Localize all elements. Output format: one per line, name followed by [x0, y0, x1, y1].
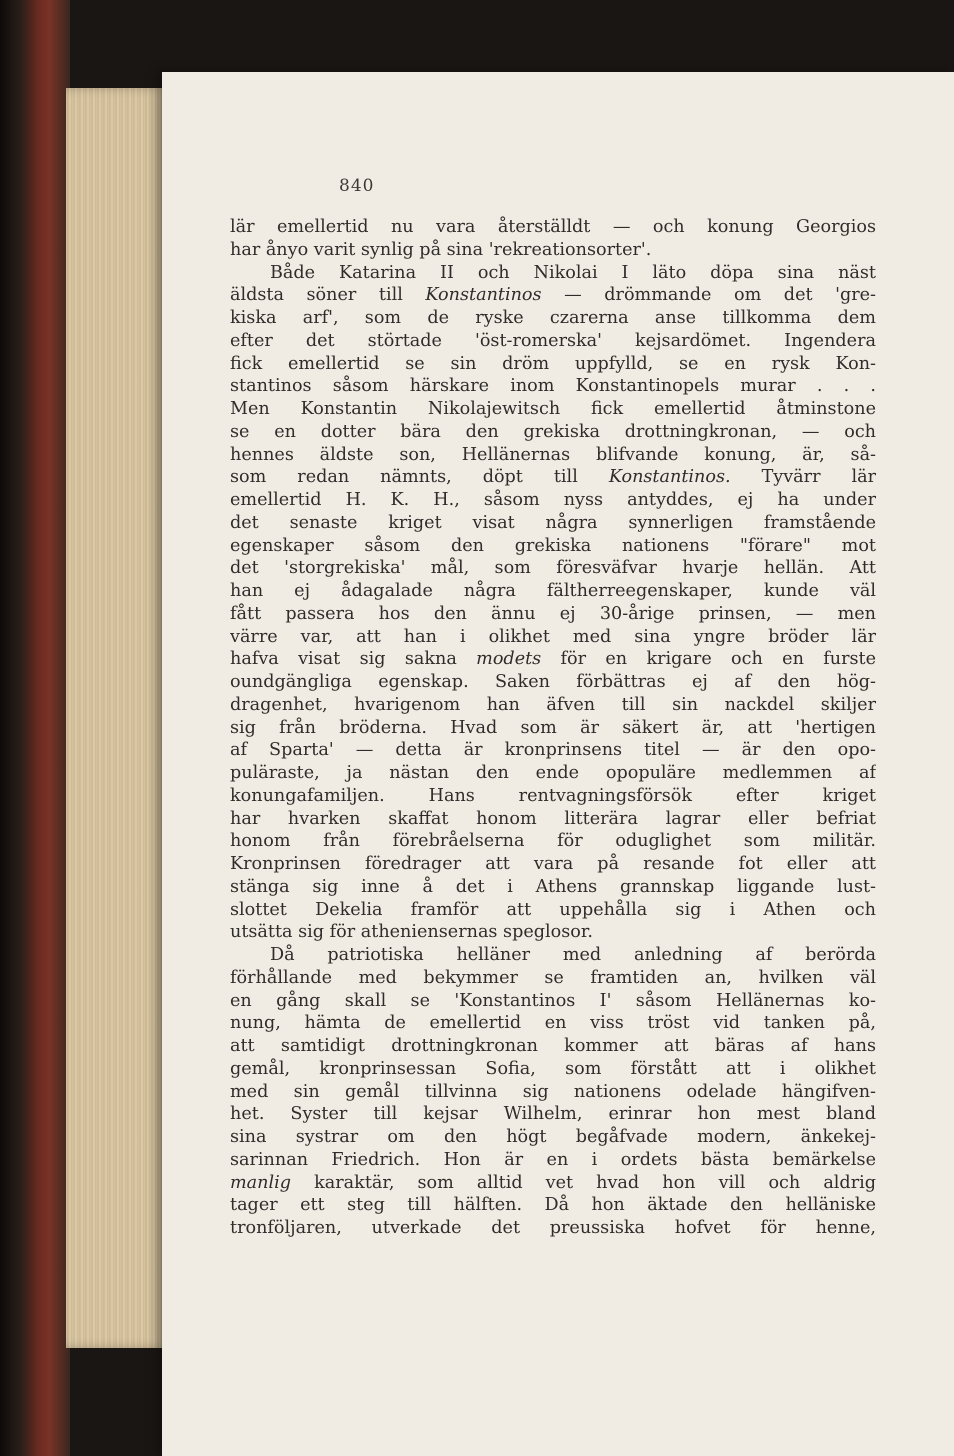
text-line: af Sparta' — detta är kronprinsens titel — är den opo- [230, 740, 876, 761]
text-line: puläraste, ja nästan den ende opopuläre medlemmen af [230, 763, 876, 783]
text-line: stänga sig inne å det i Athens grannskap liggande lust- [230, 876, 876, 897]
text-line [230, 648, 876, 671]
italic-word: Konstantinos [425, 285, 542, 306]
text-line: utsätta sig för atheniensernas speglosor. [230, 922, 593, 943]
text-line: emellertid H. K. H., såsom nyss antyddes, ej ha under [230, 490, 876, 510]
text-line: han ej ådagalade några fältherreegenskaper, kunde väl [230, 581, 876, 601]
text-line: het. Syster till kejsar Wilhelm, erinrar hon mest bland [230, 1104, 876, 1125]
text-line: lär emellertid nu vara återställdt — och konung Georgios [230, 217, 876, 237]
text-line: Men Konstantin Nikolajewitsch fick emellertid åtminstone [230, 399, 876, 419]
text-line: Kronprinsen föredrager att vara på resande fot eller att [230, 854, 876, 874]
text-line: har ånyo varit synlig på sina 'rekreationsorter'. [230, 239, 652, 260]
text-line: Då patriotiska helläner med anledning af berörda [270, 945, 876, 965]
text-line: sarinnan Friedrich. Hon är en i ordets bästa bemärkelse [230, 1149, 876, 1170]
text-line: slottet Dekelia framför att uppehålla sig i Athen och [230, 899, 876, 920]
text-line: oundgängliga egenskap. Saken förbättras ej af den hög- [230, 672, 876, 692]
text-segment: äldsta söner till [230, 285, 426, 306]
text-line: hennes äldste son, Hellänernas blifvande konung, är, så- [230, 444, 876, 465]
text-line: Både Katarina II och Nikolai I läto döpa sina näst [270, 262, 876, 283]
text-line: en gång skall se 'Konstantinos I' såsom Hellänernas ko- [230, 990, 876, 1011]
text-line: sig från bröderna. Hvad som är säkert är, att 'hertigen [230, 717, 876, 738]
text-line [230, 1172, 876, 1195]
text-line: honom från förebråelserna för oduglighet som militär. [230, 831, 876, 852]
text-line: värre var, att han i olikhet med sina yngre bröder lär [230, 626, 876, 647]
italic-word: manlig [230, 1172, 292, 1193]
text-segment: Tyvärr lär [730, 467, 876, 488]
text-line: med sin gemål tillvinna sig nationens odelade hängifven- [230, 1081, 876, 1102]
text-segment: som redan nämnts, döpt till [230, 467, 609, 488]
text-line: dragenhet, hvarigenom han äfven till sin nackdel skiljer [230, 694, 876, 715]
text-line: har hvarken skaffat honom litterära lagrar eller befriat [230, 808, 876, 829]
text-segment: — drömmande om det 'gre- [541, 285, 876, 306]
page-number: 840 [339, 176, 375, 196]
page-edges [66, 88, 166, 1348]
text-line: nung, hämta de emellertid en viss tröst vid tanken på, [230, 1013, 876, 1034]
text-line: se en dotter bära den grekiska drottningkronan, — och [230, 421, 876, 442]
text-segment: karaktär, som alltid vet hvad hon vill och aldrig [291, 1172, 876, 1193]
text-line: efter det störtade 'öst-romerska' kejsardömet. Ingendera [230, 330, 876, 351]
text-line: att samtidigt drottningkronan kommer att bäras af hans [230, 1036, 876, 1056]
text-line: kiska arf', som de ryske czarerna anse tillkomma dem [230, 308, 876, 328]
text-line: fick emellertid se sin dröm uppfylld, se en rysk Kon- [230, 353, 876, 374]
text-line: gemål, kronprinsessan Sofia, som förstått att i olikhet [230, 1058, 876, 1079]
text-line: förhållande med bekymmer se framtiden an, hvilken väl [230, 967, 876, 988]
text-line: tronföljaren, utverkade det preussiska hofvet för henne, [230, 1218, 876, 1238]
text-line: sina systrar om den högt begåfvade modern, änkekej- [230, 1127, 876, 1147]
book-spine [0, 0, 70, 1456]
text-line: konungafamiljen. Hans rentvagningsförsök efter kriget [230, 785, 876, 806]
text-line: stantinos såsom härskare inom Konstantinopels murar . . . [230, 376, 876, 397]
text-line [230, 466, 876, 489]
body-text [230, 216, 876, 1240]
italic-word: Konstantinos. [608, 467, 731, 488]
text-line: egenskaper såsom den grekiska nationens "förare" mot [230, 535, 876, 556]
text-segment: för en krigare och en furste [541, 649, 876, 670]
text-line [230, 284, 876, 307]
text-line: det 'storgrekiska' mål, som föresväfvar hvarje hellän. Att [230, 558, 876, 579]
italic-word: modets [476, 649, 542, 670]
text-line: tager ett steg till hälften. Då hon äktade den helläniske [230, 1195, 876, 1216]
text-segment: hafva visat sig sakna [230, 649, 477, 670]
text-line: fått passera hos den ännu ej 30-årige prinsen, — men [230, 603, 876, 624]
text-line: det senaste kriget visat några synnerligen framstående [230, 512, 876, 533]
